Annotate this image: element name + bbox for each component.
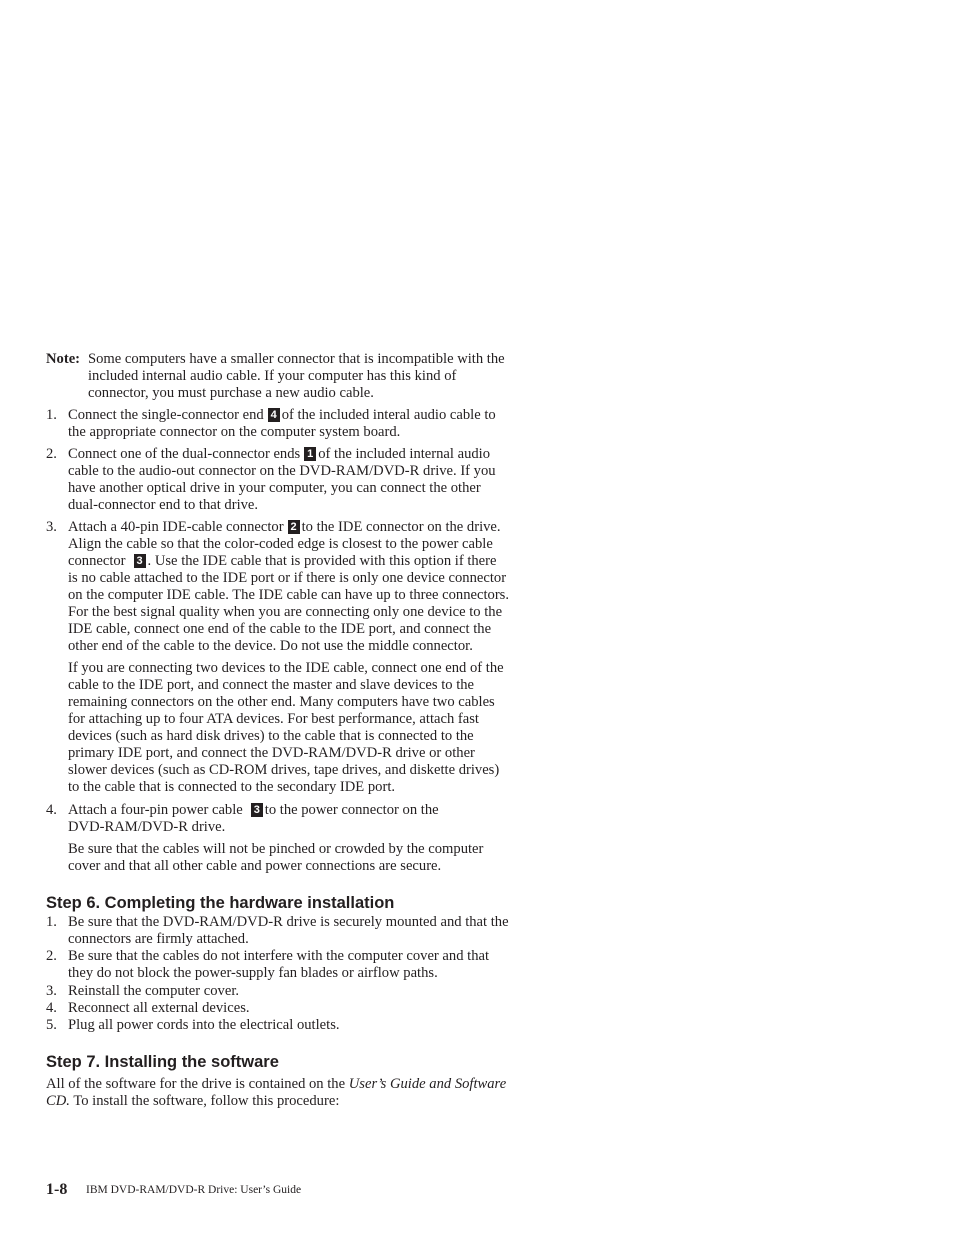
text-line: have another optical drive in your computer, you can connect the other — [68, 480, 481, 496]
callout-badge: 4 — [268, 408, 280, 422]
text-run: connector — [68, 553, 126, 569]
list-number: 4. — [46, 1000, 57, 1016]
callout-badge: 2 — [288, 520, 300, 534]
text-run: Connect one of the dual-connector ends — [68, 446, 301, 462]
text-line: Plug all power cords into the electrical outlets. — [68, 1017, 340, 1033]
text-line: devices (such as hard disk drives) to the cable that is connected to the — [68, 728, 474, 744]
footer-title: IBM DVD-RAM/DVD-R Drive: User’s Guide — [86, 1184, 302, 1196]
list-item-text — [68, 1000, 250, 1017]
text-run: All of the software for the drive is contained on the — [46, 1076, 346, 1092]
text-line: Be sure that the cables do not interfere with the computer cover and that — [68, 948, 490, 964]
text-run: Attach a 40-pin IDE-cable connector — [68, 519, 284, 535]
list-item — [46, 802, 548, 878]
text-run: of the included interal audio cable to — [281, 407, 496, 423]
text-line: cover and that all other cable and power connections are secure. — [68, 858, 442, 874]
text-line: primary IDE port, and connect the DVD-RAM/DVD-R drive or other — [68, 745, 475, 761]
text-line: slower devices (such as CD-ROM drives, tape drives, and diskette drives) — [68, 762, 500, 778]
text-line: for attaching up to four ATA devices. For best performance, attach fast — [68, 711, 479, 727]
text-line: Reconnect all external devices. — [68, 1000, 250, 1016]
text-run: to the IDE connector on the drive. — [301, 519, 501, 535]
text-line: the appropriate connector on the computer system board. — [68, 424, 401, 440]
text-run: . Use the IDE cable that is provided with this option if there — [147, 553, 497, 569]
list-item — [46, 1000, 548, 1017]
list-item — [46, 1017, 548, 1034]
list-item — [46, 948, 548, 982]
text-run: of the included internal audio — [318, 446, 491, 462]
text-line: cable to the IDE port, and connect the master and slave devices to the — [68, 677, 475, 693]
text-line: is no cable attached to the IDE port or if there is only one device connector — [68, 570, 507, 586]
list-number: 2. — [46, 446, 57, 462]
list-number: 2. — [46, 948, 57, 964]
list-number: 1. — [46, 914, 57, 930]
list-item — [46, 519, 548, 797]
list-number: 4. — [46, 802, 57, 818]
text-line: IDE cable, connect one end of the cable to the IDE port, and connect the — [68, 621, 492, 637]
book-title: CD. — [46, 1093, 70, 1109]
list-number: 1. — [46, 407, 57, 423]
text-line: remaining connectors on the other end. Many computers have two cables — [68, 694, 495, 710]
note — [46, 351, 548, 402]
page-number: 1-8 — [46, 1181, 68, 1198]
text-line: Be sure that the DVD-RAM/DVD-R drive is securely mounted and that the — [68, 914, 509, 930]
book-title: User’s Guide and Software — [348, 1076, 507, 1092]
list-item — [46, 446, 548, 514]
text-line: other end of the cable to the device. Do not use the middle connector. — [68, 638, 473, 654]
list-item — [46, 914, 548, 948]
list-number: 3. — [46, 983, 57, 999]
text-line: connectors are firmly attached. — [68, 931, 249, 947]
note-text — [88, 351, 505, 402]
text-line: dual-connector end to that drive. — [68, 497, 259, 513]
list-item — [46, 983, 548, 1000]
note-label: Note: — [46, 351, 81, 367]
text-run: Connect the single-connector end — [68, 407, 264, 423]
note-line: included internal audio cable. If your computer has this kind of — [88, 368, 457, 384]
list-item-text — [68, 407, 496, 441]
callout-badge: 1 — [304, 447, 316, 461]
list-item-text — [68, 802, 483, 875]
note-line: connector, you must purchase a new audio cable. — [88, 385, 374, 401]
paragraph — [46, 1076, 548, 1110]
text-line: DVD-RAM/DVD-R drive. — [68, 819, 226, 835]
text-run: Attach a four-pin power cable — [68, 802, 243, 818]
list-item-text — [68, 948, 489, 982]
text-line: Align the cable so that the color-coded edge is closest to the power cable — [68, 536, 493, 552]
list-number: 3. — [46, 519, 57, 535]
note-line: Some computers have a smaller connector that is incompatible with the — [88, 351, 505, 367]
callout-badge: 3 — [134, 554, 146, 568]
text-line: Be sure that the cables will not be pinched or crowded by the computer — [68, 841, 484, 857]
section-heading: Step 7. Installing the software — [46, 1053, 279, 1071]
list-item — [46, 407, 548, 441]
text-line: Reinstall the computer cover. — [68, 983, 240, 999]
list-item-text — [68, 519, 509, 796]
callout-badge: 3 — [251, 803, 263, 817]
text-line: If you are connecting two devices to the IDE cable, connect one end of the — [68, 660, 504, 676]
list-item-text — [68, 914, 509, 948]
text-line: to the cable that is connected to the secondary IDE port. — [68, 779, 396, 795]
text-line: For the best signal quality when you are connecting only one device to the — [68, 604, 503, 620]
list-item-text — [68, 1017, 340, 1034]
list-item-text — [68, 983, 239, 1000]
text-line: they do not block the power-supply fan blades or airflow paths. — [68, 965, 438, 981]
text-line: cable to the audio-out connector on the DVD-RAM/DVD-R drive. If you — [68, 463, 496, 479]
text-run: to the power connector on the — [264, 802, 439, 818]
text-run: To install the software, follow this procedure: — [73, 1093, 340, 1109]
section-heading: Step 6. Completing the hardware installation — [46, 894, 395, 912]
list-number: 5. — [46, 1017, 57, 1033]
text-line: on the computer IDE cable. The IDE cable can have up to three connectors. — [68, 587, 510, 603]
list-item-text — [68, 446, 496, 514]
